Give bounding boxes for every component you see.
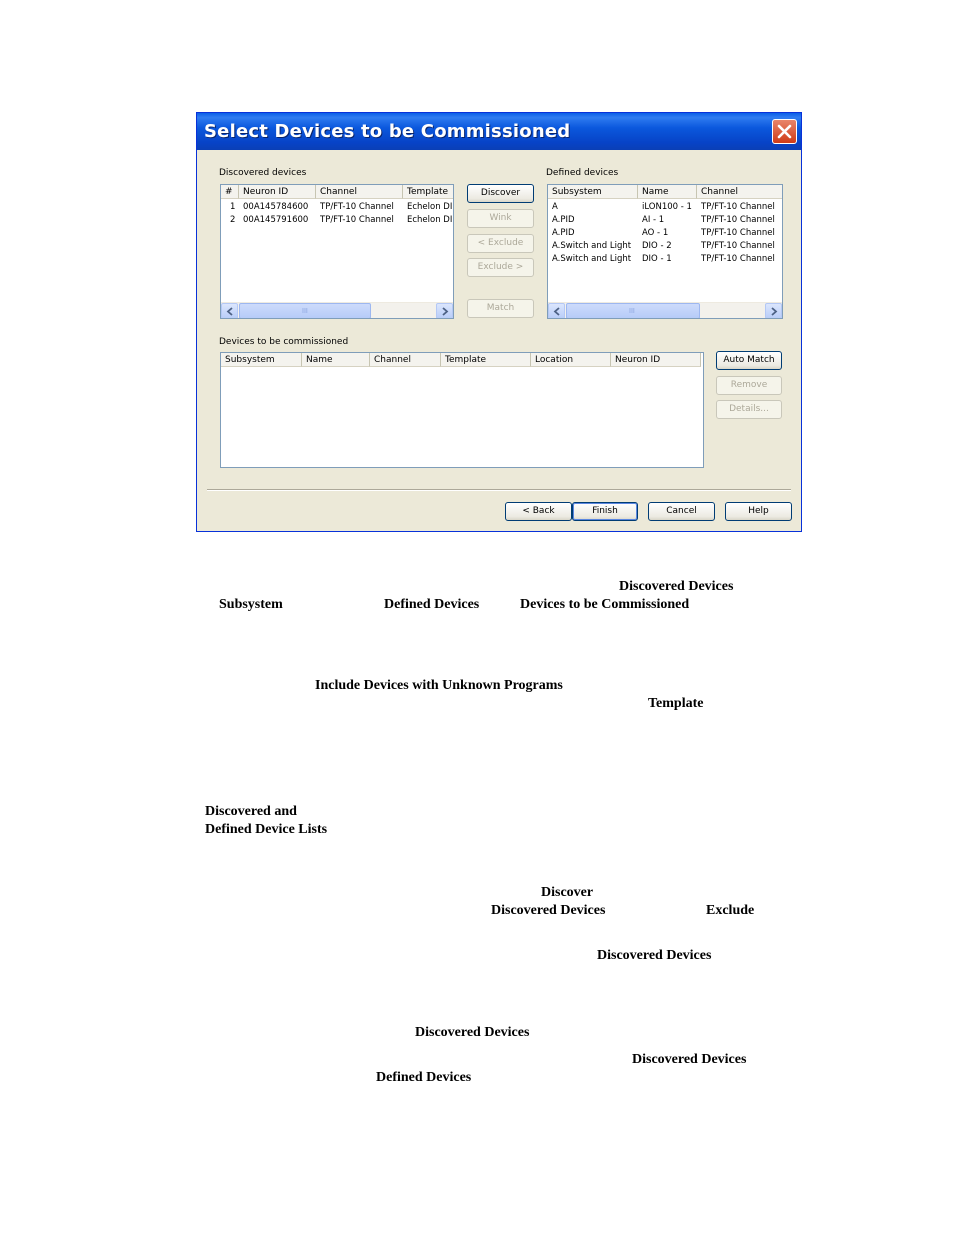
row-subsystem: A.PID [552,215,575,225]
title-bar[interactable] [197,113,801,150]
auto-match-button[interactable]: Auto Match [716,351,782,370]
discovered-devices-list[interactable] [220,184,454,319]
help-button[interactable]: Help [725,502,792,521]
row-name: DIO - 1 [642,254,672,264]
row-number: 1 [230,202,236,212]
scroll-grip: III [629,308,635,315]
discover-button[interactable]: Discover [467,184,534,203]
scroll-left-button[interactable] [548,303,565,319]
text-exclude: Exclude [706,903,755,918]
devices-to-be-commissioned-list[interactable] [220,352,704,468]
row-name: AI - 1 [642,215,665,225]
scroll-right-button[interactable] [765,303,782,319]
row-channel: TP/FT-10 Channel [320,202,394,212]
text-discovered-devices: Discovered Devices [632,1052,747,1067]
chevron-left-icon [226,307,234,316]
text-discovered-devices: Discovered Devices [491,903,606,918]
column-header-number[interactable]: # [221,185,239,199]
column-header-name[interactable]: Name [302,353,370,367]
row-number: 2 [230,215,236,225]
column-header-location[interactable]: Location [531,353,611,367]
exclude-right-button[interactable]: Exclude > [467,258,534,277]
column-header-name[interactable]: Name [638,185,697,199]
text-defined-devices: Defined Devices [376,1070,472,1085]
row-name: AO - 1 [642,228,669,238]
chevron-left-icon [553,307,561,316]
finish-button[interactable]: Finish [572,502,638,521]
text-discover: Discover [541,885,594,900]
column-header-template[interactable]: Template [403,185,454,199]
scroll-thumb[interactable] [239,303,371,319]
scroll-right-button[interactable] [436,303,453,319]
close-button[interactable] [772,119,797,144]
text-discovered-devices: Discovered Devices [415,1025,530,1040]
row-channel: TP/FT-10 Channel [320,215,394,225]
horizontal-scrollbar[interactable] [548,302,782,319]
row-subsystem: A.Switch and Light [552,254,632,264]
chevron-right-icon [770,307,778,316]
column-header-neuron-id[interactable]: Neuron ID [239,185,316,199]
text-subsystem: Subsystem [219,597,283,612]
row-subsystem: A.Switch and Light [552,241,632,251]
row-template: Echelon DI [407,202,453,212]
row-channel: TP/FT-10 Channel [701,202,775,212]
heading-discovered-and: Discovered and [205,804,297,819]
row-channel: TP/FT-10 Channel [701,215,775,225]
text-discovered-devices: Discovered Devices [619,579,734,594]
row-subsystem: A.PID [552,228,575,238]
chevron-right-icon [441,307,449,316]
cancel-button[interactable]: Cancel [648,502,715,521]
column-header-subsystem[interactable]: Subsystem [221,353,302,367]
horizontal-scrollbar[interactable] [221,302,453,319]
text-discovered-devices: Discovered Devices [597,948,712,963]
column-header-channel[interactable]: Channel [370,353,441,367]
column-header-template[interactable]: Template [441,353,531,367]
remove-button[interactable]: Remove [716,376,782,395]
match-button[interactable]: Match [467,299,534,318]
text-devices-to-be-commissioned: Devices to be Commissioned [520,597,690,612]
scroll-thumb[interactable] [566,303,700,319]
column-header-subsystem[interactable]: Subsystem [548,185,638,199]
row-channel: TP/FT-10 Channel [701,228,775,238]
wink-button[interactable]: Wink [467,209,534,228]
devices-to-be-commissioned-label: Devices to be commissioned [219,337,349,347]
separator [207,489,791,491]
row-name: iLON100 - 1 [642,202,692,212]
column-header-neuron-id[interactable]: Neuron ID [611,353,701,367]
select-devices-dialog [196,112,802,532]
scroll-grip: III [302,308,308,315]
row-subsystem: A [552,202,558,212]
row-name: DIO - 2 [642,241,672,251]
heading-defined-device-lists: Defined Device Lists [205,822,328,837]
row-neuron-id: 00A145784600 [243,202,309,212]
dialog-title: Select Devices to be Commissioned [204,121,571,142]
row-template: Echelon DI [407,215,453,225]
column-header-channel[interactable]: Channel [316,185,403,199]
row-channel: TP/FT-10 Channel [701,254,775,264]
text-include-devices-unknown-programs: Include Devices with Unknown Programs [315,678,563,693]
scroll-left-button[interactable] [221,303,238,319]
defined-devices-label: Defined devices [546,168,619,178]
defined-devices-list[interactable] [547,184,783,319]
column-header-channel[interactable]: Channel [697,185,783,199]
details-button[interactable]: Details... [716,400,782,419]
row-neuron-id: 00A145791600 [243,215,309,225]
row-channel: TP/FT-10 Channel [701,241,775,251]
back-button[interactable]: < Back [505,502,572,521]
exclude-left-button[interactable]: < Exclude [467,234,534,253]
close-icon [777,124,792,139]
discovered-devices-label: Discovered devices [219,168,307,178]
text-defined-devices: Defined Devices [384,597,480,612]
text-template: Template [648,696,704,711]
